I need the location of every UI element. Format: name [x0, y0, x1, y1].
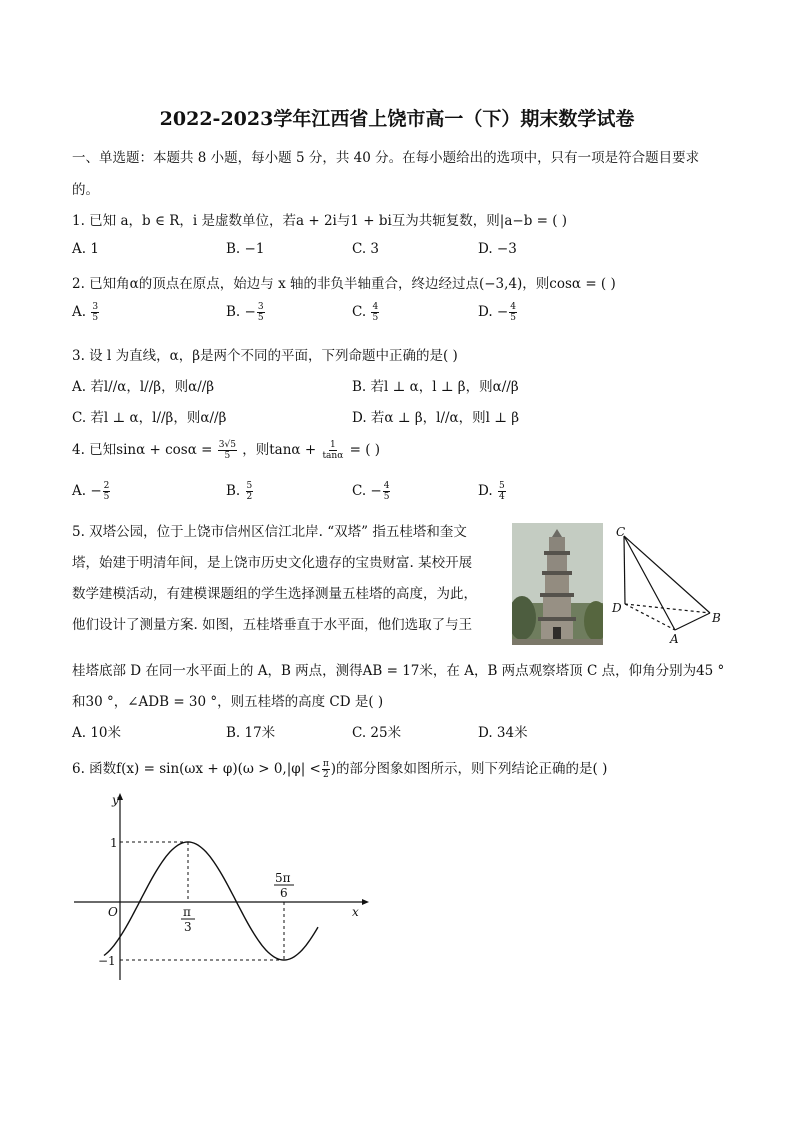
q3-option-a: A. 若l//α，l//β，则α//β — [72, 379, 215, 395]
section-heading-cont: 的。 — [72, 182, 99, 198]
q2-stem: 2. 已知角α的顶点在原点，始边与 x 轴的非负半轴重合，终边经过点(−3,4)，则cosα = ( ) — [72, 276, 616, 292]
tick-5pi6-num: 5π — [275, 871, 291, 885]
q2-option-a: A. $\frac{3}{5}$ — [72, 302, 99, 323]
q1-option-d: D. −3 — [478, 241, 517, 257]
sine-graph — [72, 790, 372, 990]
section-heading: 一、单选题：本题共 8 小题，每小题 5 分，共 40 分。在每小题给出的选项中，只有一项是符合题目要求 — [72, 150, 700, 166]
x-axis-arrow — [362, 899, 369, 905]
tick-pi3-den: 3 — [184, 920, 192, 934]
q5-line-2: 塔，始建于明清年间，是上饶市历史文化遗存的宝贵财富. 某校开展 — [72, 555, 473, 571]
label-a: A — [670, 632, 679, 646]
q5-option-c: C. 25米 — [352, 725, 402, 741]
label-b: B — [712, 611, 721, 625]
q2-option-d: D. − $\frac{4}{5}$ — [478, 302, 516, 323]
label-c: C — [616, 525, 626, 539]
origin-label: O — [108, 905, 118, 919]
q5-line-4: 他们设计了测量方案. 如图，五桂塔垂直于水平面，他们选取了与王 — [72, 617, 473, 633]
q3-option-c: C. 若l ⊥ α，l//β，则α//β — [72, 410, 227, 426]
pagoda-illustration — [512, 523, 603, 645]
q2-option-c: C. $\frac{4}{5}$ — [352, 302, 379, 323]
page-title: 2022-2023学年江西省上饶市高一（下）期末数学试卷 — [159, 108, 635, 130]
q5-option-d: D. 34米 — [478, 725, 528, 741]
q1-stem: 1. 已知 a，b ∈ R，i 是虚数单位，若a + 2i与1 + bi互为共轭复数，则|a−b = ( ) — [72, 213, 568, 229]
q6-stem: 6. 函数f(x) = sin(ωx + φ)(ω > 0,|φ| < $\frac{\pi}{2}$ )的部分图象如图所示，则下列结论正确的是( ) — [72, 759, 608, 780]
q4-stem: 4. 已知sinα + cosα = $\frac{3√5}{5}$ ，则tanα + $\frac{1}{\tan\alpha}$ = ( ) — [72, 440, 381, 461]
q4-option-a: A. − $\frac{2}{5}$ — [72, 481, 110, 502]
x-axis-label: x — [352, 905, 359, 919]
q2-option-b: B. − $\frac{3}{5}$ — [226, 302, 264, 323]
q3-stem: 3. 设 l 为直线，α，β是两个不同的平面，下列命题中正确的是( ) — [72, 348, 458, 364]
q5-option-b: B. 17米 — [226, 725, 276, 741]
q5-line-5: 桂塔底部 D 在同一水平面上的 A，B 两点，测得AB = 17米，在 A，B 两点观察塔顶 C 点，仰角分别为45 ° — [72, 663, 725, 679]
q1-option-c: C. 3 — [352, 241, 380, 257]
tick-neg-one: −1 — [98, 954, 116, 968]
y-axis-label: y — [112, 793, 119, 807]
q1-option-b: B. −1 — [226, 241, 265, 257]
q3-option-b: B. 若l ⊥ α，l ⊥ β，则α//β — [352, 379, 519, 395]
q1-option-a: A. 1 — [72, 241, 99, 257]
tick-pi3-num: π — [183, 905, 191, 919]
sine-curve — [104, 842, 318, 960]
q4-option-d: D. $\frac{5}{4}$ — [478, 481, 505, 502]
tetrahedron-diagram — [608, 522, 728, 647]
q5-option-a: A. 10米 — [72, 725, 122, 741]
sine-graph-svg — [72, 790, 372, 990]
tick-one: 1 — [110, 836, 118, 850]
q3-option-d: D. 若α ⊥ β，l//α，则l ⊥ β — [352, 410, 520, 426]
q5-line-1: 5. 双塔公园，位于上饶市信州区信江北岸. “双塔” 指五桂塔和奎文 — [72, 524, 467, 540]
q5-line-3: 数学建模活动，有建模课题组的学生选择测量五桂塔的高度，为此， — [72, 586, 477, 602]
q4-option-c: C. − $\frac{4}{5}$ — [352, 481, 390, 502]
tetrahedron-figure — [608, 522, 728, 647]
label-d: D — [612, 601, 622, 615]
q4-option-b: B. $\frac{5}{2}$ — [226, 481, 253, 502]
q5-line-6: 和30 °，∠ADB = 30 °，则五桂塔的高度 CD 是( ) — [72, 694, 384, 710]
tick-5pi6-den: 6 — [280, 886, 288, 900]
pagoda-photo — [512, 523, 603, 645]
